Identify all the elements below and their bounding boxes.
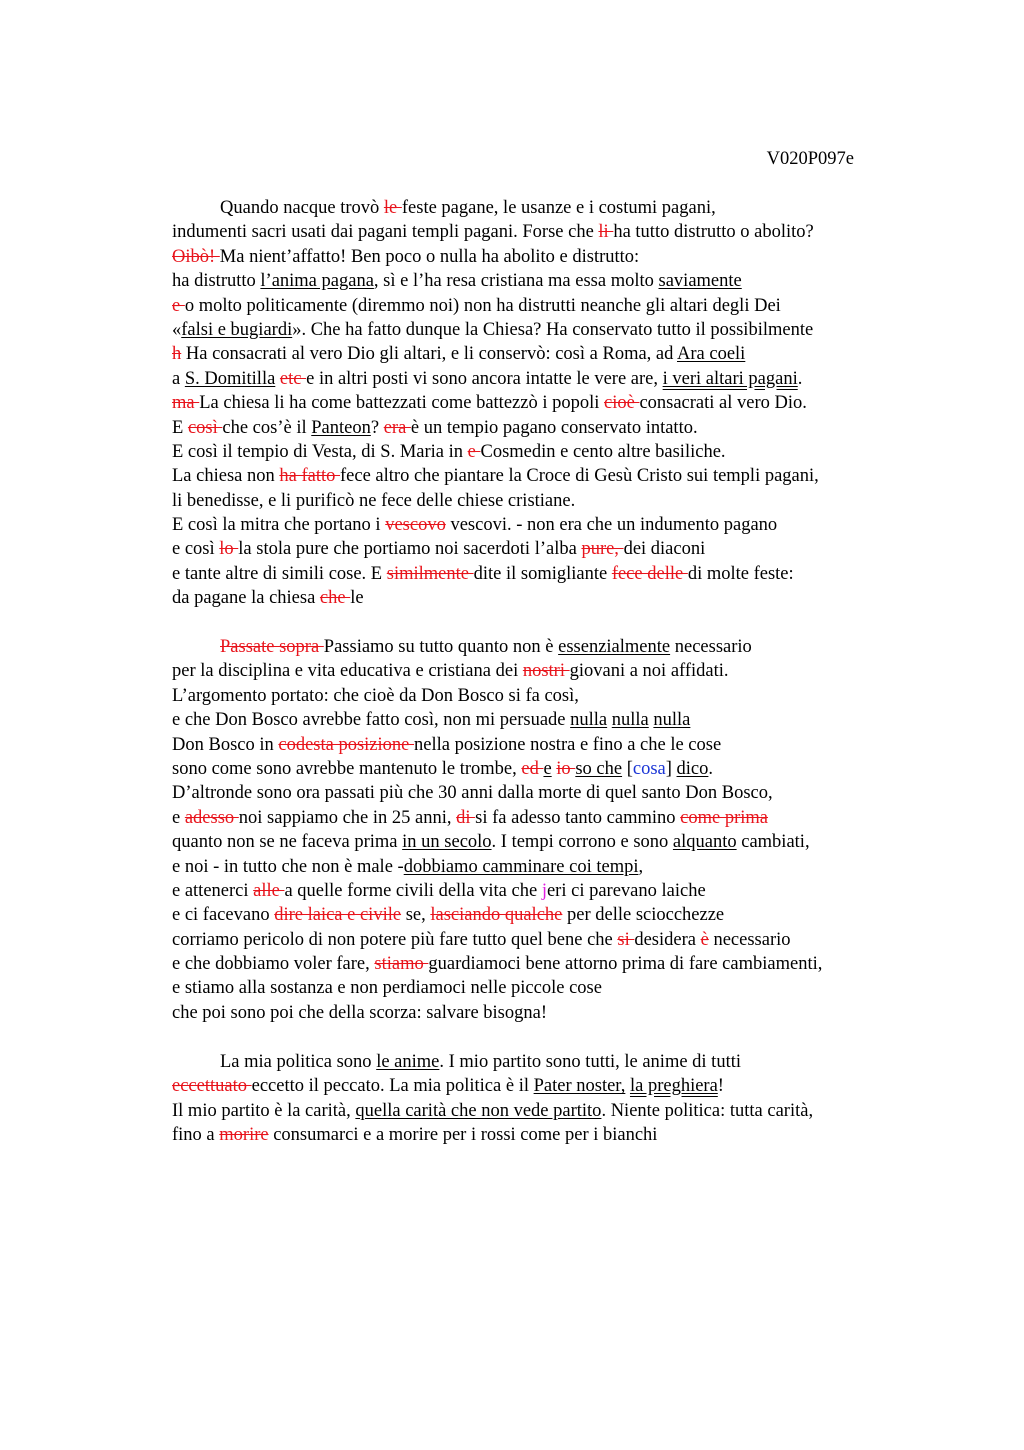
underlined-text: nulla	[570, 710, 608, 731]
paragraph-3	[172, 1050, 932, 1148]
deleted-text: pure,	[581, 539, 624, 560]
underlined-text: dico	[676, 758, 709, 779]
deleted-text: similmente	[386, 563, 474, 584]
text-run: La mia politica sono	[220, 1052, 377, 1072]
text-run: cambiati,	[736, 832, 810, 853]
text-line	[172, 489, 932, 513]
text-run: Quando nacque trovò	[220, 198, 384, 218]
text-run: la stola pure che portiamo noi sacerdoti l’alba	[238, 539, 582, 560]
text-line	[172, 806, 932, 830]
text-run: che poi sono poi che della scorza: salvare bisogna!	[172, 1002, 548, 1023]
deleted-text: adesso	[184, 807, 239, 828]
inserted-text: cosa	[632, 758, 666, 779]
underlined-text: Ara coeli	[677, 344, 746, 365]
text-run: Ha consacrati al vero Dio gli altari, e li conservò: così a Roma, ad	[181, 344, 677, 365]
text-line	[172, 342, 932, 366]
text-run: che cos’è il	[222, 417, 312, 438]
text-line	[172, 903, 932, 927]
paragraph-2	[172, 635, 932, 1025]
text-run: guardiamoci bene attorno prima di fare cambiamenti,	[428, 954, 823, 975]
text-run: Cosmedin e cento altre basiliche.	[480, 441, 726, 462]
underlined-text: dobbiamo camminare coi tempi	[403, 856, 639, 877]
text-line	[172, 781, 932, 805]
text-line	[172, 1050, 932, 1074]
deleted-text: di	[456, 807, 476, 828]
text-run: .	[708, 758, 714, 779]
text-run: ha tutto distrutto o abolito?	[613, 222, 814, 243]
text-run: e così	[172, 539, 220, 560]
text-run: .	[797, 368, 803, 389]
text-line	[172, 708, 932, 732]
text-run: . Niente politica: tutta carità,	[601, 1100, 814, 1121]
deleted-text: stiamo	[374, 954, 429, 975]
deleted-text: è	[700, 929, 709, 950]
text-run: ]	[665, 758, 677, 779]
deleted-text: le	[383, 198, 402, 218]
underlined-text: e	[543, 758, 552, 779]
text-run: eccetto il peccato. La mia politica è il	[251, 1076, 534, 1097]
deleted-text: fece delle	[611, 563, 688, 584]
text-run: corriamo pericolo di non potere più fare tutto quel bene che	[172, 929, 618, 950]
text-run: e	[172, 807, 185, 828]
text-run: per la disciplina e vita educativa e cristiana dei	[172, 661, 523, 682]
deleted-text: ha fatto	[279, 466, 340, 487]
underlined-text: saviamente	[658, 271, 742, 292]
text-run: o molto politicamente (diremmo noi) non ha distrutti neanche gli altari degli Dei	[184, 295, 781, 316]
deleted-text: così	[187, 417, 223, 438]
text-line	[172, 245, 932, 269]
deleted-text: li	[598, 222, 614, 243]
text-line	[172, 1099, 932, 1123]
deleted-text: etc	[279, 368, 307, 389]
text-line	[172, 196, 932, 220]
text-run: necessario	[670, 637, 752, 657]
text-run: ?	[370, 417, 384, 438]
underlined-text: essenzialmente	[558, 637, 671, 657]
text-line	[172, 635, 932, 659]
deleted-text: ed	[521, 758, 544, 779]
deleted-text: cioè	[604, 393, 640, 414]
text-run: e ci facevano	[172, 905, 275, 926]
text-run: è un tempio pagano conservato intatto.	[410, 417, 698, 438]
deleted-text: che	[319, 588, 351, 609]
text-line	[172, 879, 932, 903]
text-line	[172, 562, 932, 586]
text-run: a	[172, 368, 185, 389]
text-run: consumarci e a morire per i rossi come per i bianchi	[268, 1125, 658, 1146]
text-line	[172, 269, 932, 293]
deleted-text: come prima	[680, 807, 768, 828]
underlined-text: so che	[575, 758, 623, 779]
text-line	[172, 1123, 932, 1147]
text-run: La chiesa li ha come battezzati come battezzò i popoli	[199, 393, 604, 414]
text-run: li benedisse, e li purificò ne fece delle chiese cristiane.	[172, 490, 576, 511]
deleted-text: codesta posizione	[278, 734, 414, 755]
text-run: «	[172, 319, 182, 340]
deleted-text: ma	[172, 393, 200, 414]
text-run: desidera	[634, 929, 701, 950]
text-run: E così la mitra che portano i	[172, 515, 386, 536]
underlined-text: nulla	[653, 710, 691, 731]
text-line	[172, 220, 932, 244]
deleted-text: lasciando qualche	[430, 905, 563, 926]
text-run: e che dobbiamo voler fare,	[172, 954, 375, 975]
text-line	[172, 513, 932, 537]
text-run: L’argomento portato: che cioè da Don Bosco si fa così,	[172, 685, 579, 706]
text-run: da pagane la chiesa	[172, 588, 320, 609]
underlined-text: le anime	[376, 1052, 440, 1072]
text-run: !	[717, 1076, 724, 1097]
text-run: e che Don Bosco avrebbe fatto così, non mi persuade	[172, 710, 571, 731]
text-run: e in altri posti vi sono ancora intatte le vere are,	[306, 368, 663, 389]
deleted-text: eccettuato	[172, 1076, 252, 1097]
underlined-text: falsi e bugiardi	[181, 319, 293, 340]
underlined-text: in un secolo	[402, 832, 492, 853]
deleted-text: e	[172, 295, 185, 316]
inserted-text: j	[541, 880, 547, 901]
document-id: V020P097e	[766, 149, 854, 169]
underlined-text: S. Domitilla	[184, 368, 276, 389]
deleted-text: vescovo	[385, 515, 446, 536]
text-run: dite il somigliante	[473, 563, 612, 584]
text-run: feste pagane, le usanze e i costumi pagani,	[401, 198, 716, 218]
deleted-text: h	[172, 344, 182, 365]
text-line	[172, 416, 932, 440]
text-line	[172, 659, 932, 683]
deleted-text: si	[617, 929, 635, 950]
text-run: e noi - in tutto che non è male -	[172, 856, 404, 877]
text-run: e stiamo alla sostanza e non perdiamoci nelle piccole cose	[172, 978, 602, 999]
underlined-text: quella carità che non vede partito	[355, 1100, 602, 1121]
text-line	[172, 855, 932, 879]
text-run: se,	[401, 905, 431, 926]
text-line	[172, 928, 932, 952]
text-run: Don Bosco in	[172, 734, 279, 755]
text-run: ha distrutto	[172, 271, 261, 292]
text-line	[172, 367, 932, 391]
text-line	[172, 391, 932, 415]
text-run: si fa adesso tanto cammino	[475, 807, 681, 828]
text-line	[172, 464, 932, 488]
text-run: giovani a noi affidati.	[569, 661, 729, 682]
deleted-text: e	[467, 441, 481, 462]
text-run: le	[350, 588, 364, 609]
deleted-text: io	[556, 758, 576, 779]
text-run: La chiesa non	[172, 466, 280, 487]
text-run: e attenerci	[172, 880, 254, 901]
text-run: Ma nient’affatto! Ben poco o nulla ha abolito e distrutto:	[219, 246, 640, 267]
deleted-text: lo	[219, 539, 239, 560]
text-line	[172, 830, 932, 854]
deleted-text: Passate sopra	[220, 637, 324, 657]
text-run: . I mio partito sono tutti, le anime di tutti	[439, 1052, 741, 1072]
text-line	[172, 757, 932, 781]
text-run: Il mio partito è la carità,	[172, 1100, 356, 1121]
deleted-text: era	[383, 417, 411, 438]
text-run: E	[172, 417, 188, 438]
text-run: Passiamo su tutto quanto non è	[323, 637, 559, 657]
text-run: necessario	[708, 929, 791, 950]
deleted-text: Oibò!	[172, 246, 220, 267]
text-run: quanto non se ne faceva prima	[172, 832, 403, 853]
text-line	[172, 586, 932, 610]
deleted-text: alle	[253, 880, 285, 901]
text-line	[172, 318, 932, 342]
text-run: indumenti sacri usati dai pagani templi pagani. Forse che	[172, 222, 599, 243]
text-run: eri ci parevano laiche	[546, 880, 706, 901]
double-underlined-text: la preghiera	[629, 1076, 718, 1097]
text-run: per delle sciocchezze	[562, 905, 725, 926]
text-run: fece altro che piantare la Croce di Gesù Cristo sui templi pagani,	[340, 466, 819, 487]
text-line	[172, 294, 932, 318]
underlined-text: nulla	[611, 710, 649, 731]
text-run: e tante altre di simili cose. E	[172, 563, 387, 584]
text-run: fino a	[172, 1125, 220, 1146]
text-line	[172, 1074, 932, 1098]
text-run: noi sappiamo che in 25 anni,	[238, 807, 457, 828]
text-run: ». Che ha fatto dunque la Chiesa? Ha conservato tutto il possibilmente	[292, 319, 814, 340]
text-run: a quelle forme civili della vita che	[284, 880, 542, 901]
text-run: D’altronde sono ora passati più che 30 anni dalla morte di quel santo Don Bosco,	[172, 783, 773, 804]
deleted-text: dire laica e civile	[274, 905, 402, 926]
underlined-text: Panteon	[311, 417, 371, 438]
text-run: [	[622, 758, 633, 779]
deleted-text: nostri	[522, 661, 570, 682]
text-run: ,	[638, 856, 644, 877]
text-run: dei diaconi	[623, 539, 706, 560]
text-line	[172, 440, 932, 464]
text-line	[172, 976, 932, 1000]
underlined-text: l’anima pagana	[260, 271, 374, 292]
underlined-text: alquanto	[672, 832, 737, 853]
text-run: , sì e l’ha resa cristiana ma essa molto	[373, 271, 659, 292]
deleted-text: morire	[219, 1125, 269, 1146]
text-run: E così il tempio di Vesta, di S. Maria in	[172, 441, 468, 462]
text-line	[172, 733, 932, 757]
paragraph-1	[172, 196, 932, 611]
text-line	[172, 684, 932, 708]
text-run: di molte feste:	[687, 563, 794, 584]
underlined-text: Pater noster,	[533, 1076, 626, 1097]
text-line	[172, 537, 932, 561]
double-underlined-text: i veri altari pagani	[662, 368, 798, 389]
text-run: nella posizione nostra e fino a che le cose	[414, 734, 722, 755]
text-line	[172, 952, 932, 976]
text-run: sono come sono avrebbe mantenuto le trombe,	[172, 758, 522, 779]
text-run: vescovi. - non era che un indumento pagano	[445, 515, 778, 536]
text-run: . I tempi corrono e sono	[491, 832, 673, 853]
text-run: consacrati al vero Dio.	[639, 393, 807, 414]
text-line	[172, 1001, 932, 1025]
